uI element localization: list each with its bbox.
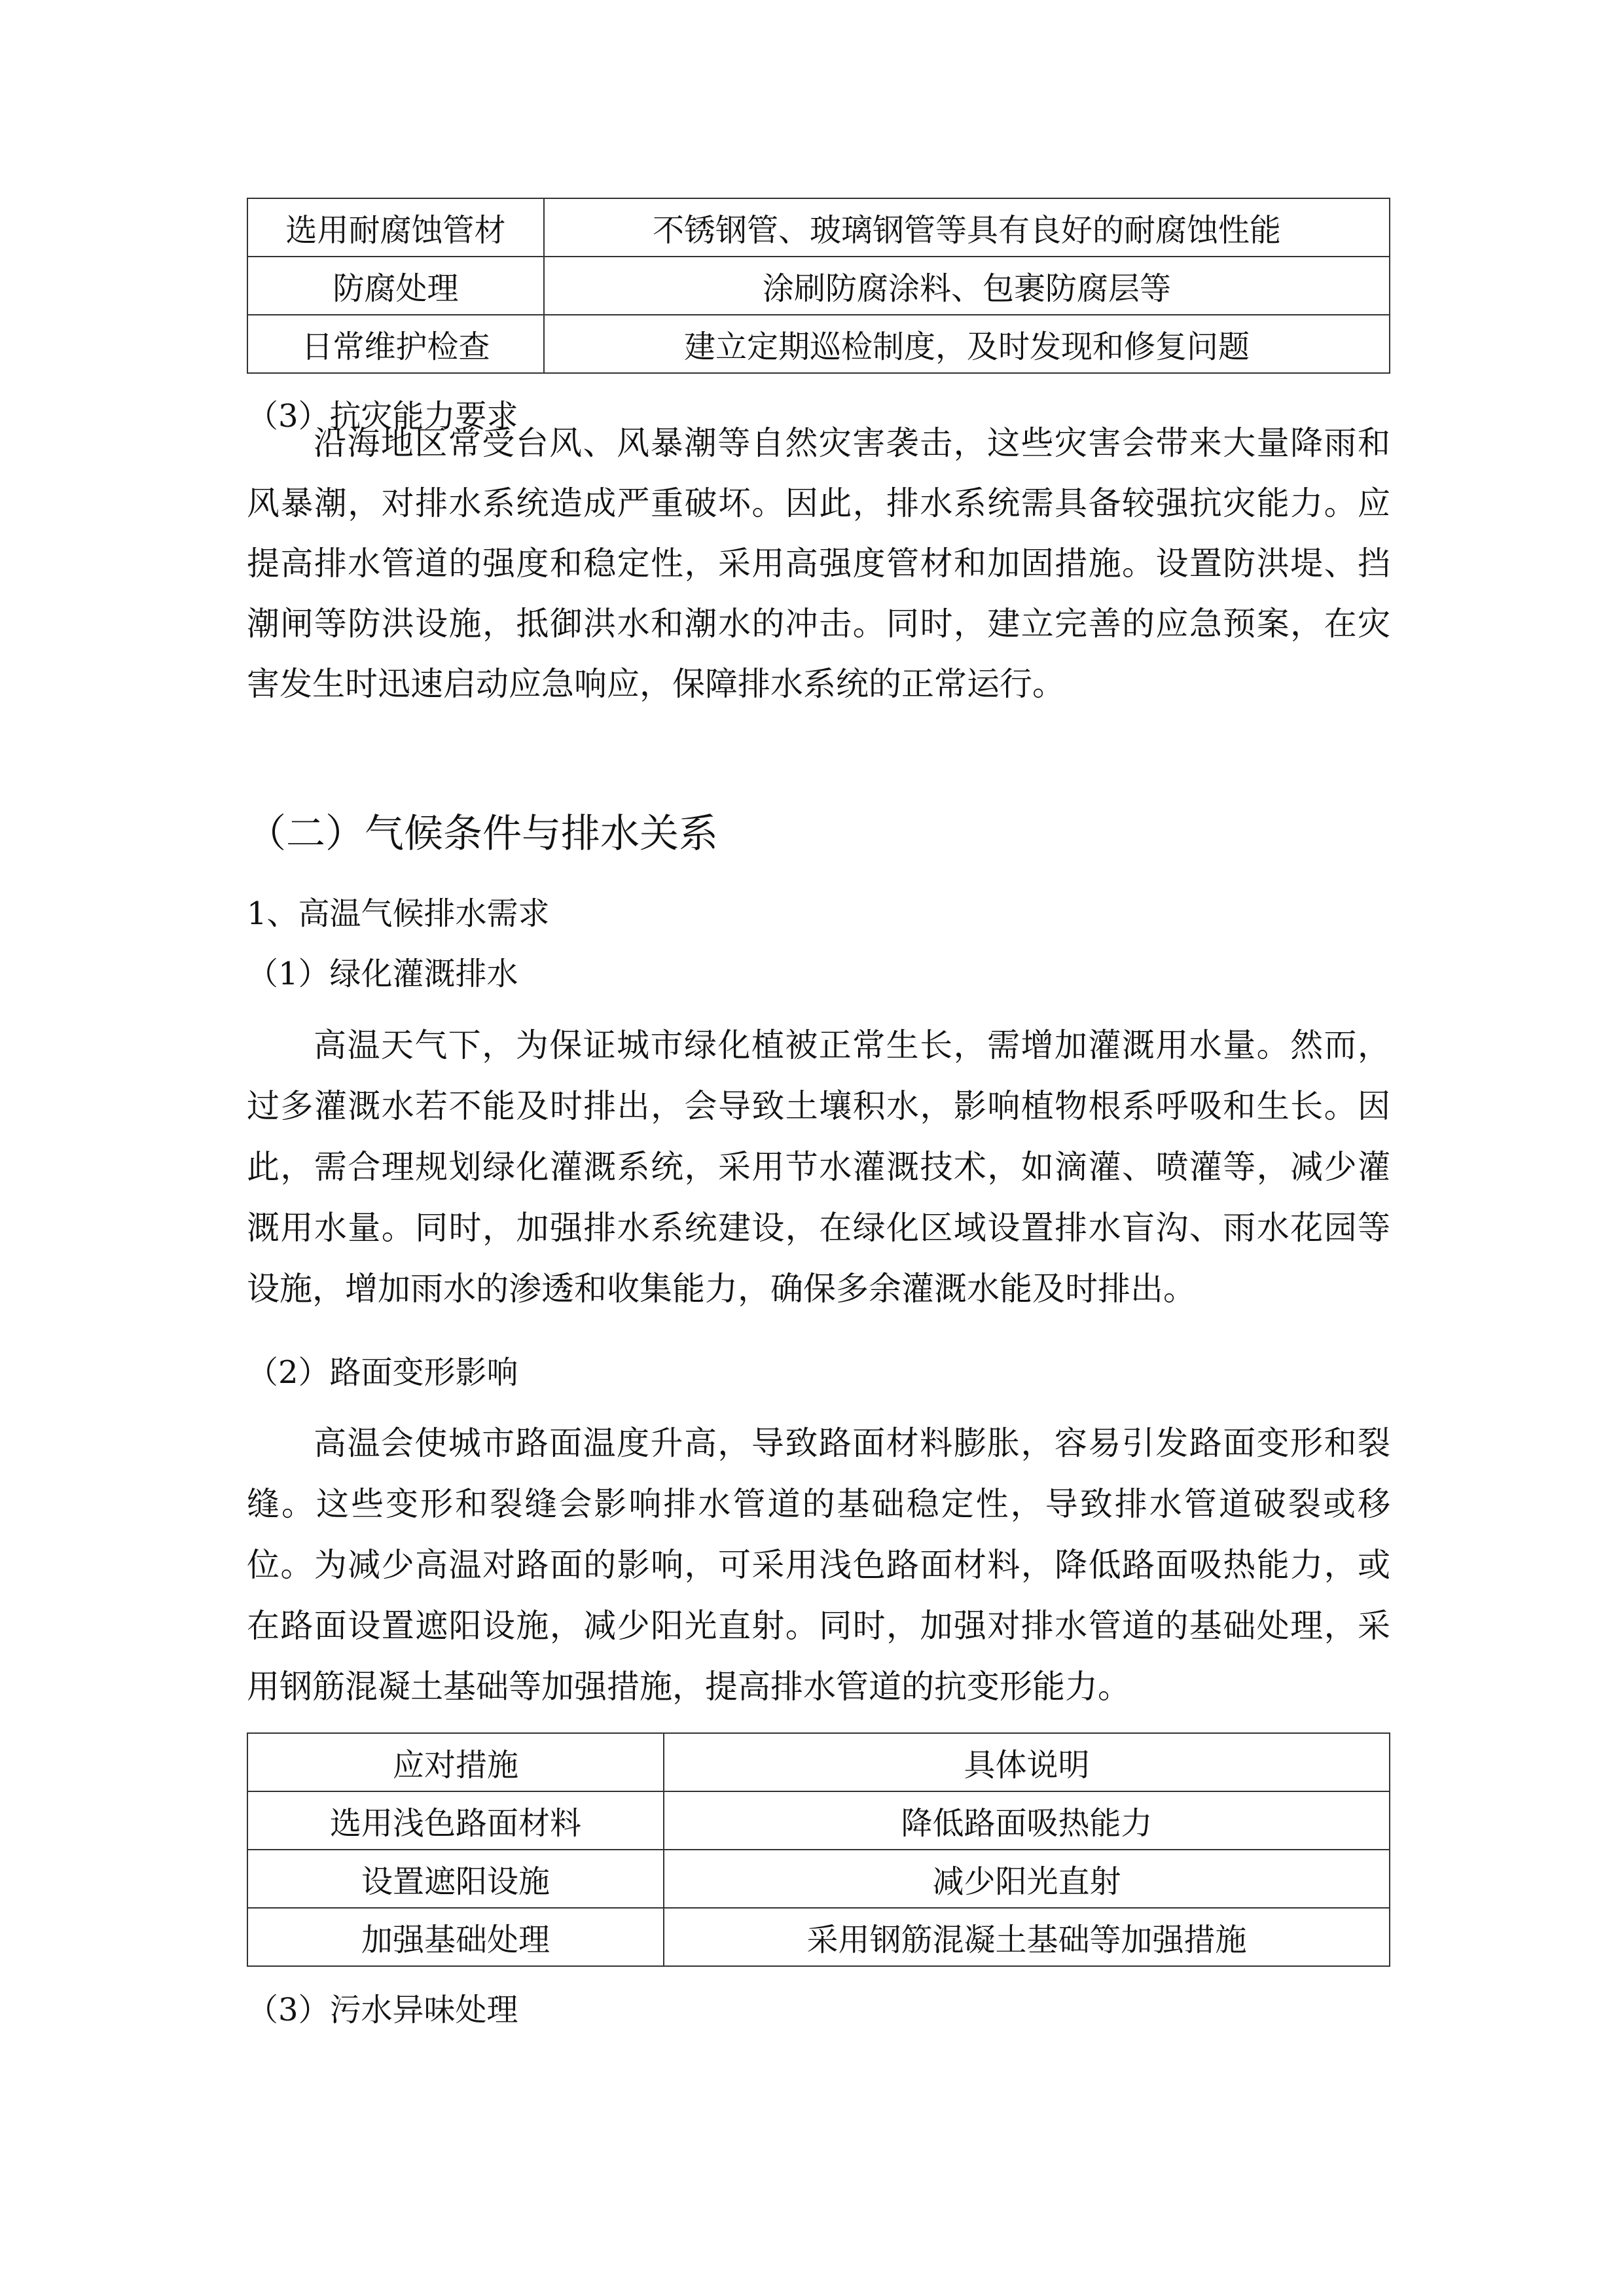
paragraph-line: 缝。这些变形和裂缝会影响排水管道的基础稳定性，导致排水管道破裂或移 <box>247 1485 1390 1523</box>
road-measures-table <box>247 1732 1390 1967</box>
paragraph-line: 在路面设置遮阳设施，减少阳光直射。同时，加强对排水管道的基础处理，采 <box>247 1607 1390 1645</box>
paragraph-line: 高温会使城市路面温度升高，导致路面材料膨胀，容易引发路面变形和裂 <box>314 1424 1390 1462</box>
subheading-disaster-resistance: （3）抗灾能力要求 <box>247 398 518 435</box>
table-cell: 采用钢筋混凝土基础等加强措施 <box>664 1908 1390 1966</box>
table-header-row <box>247 1733 1390 1791</box>
paragraph-line: 用钢筋混凝土基础等加强措施，提高排水管道的抗变形能力。 <box>247 1668 1130 1706</box>
subheading-irrigation: （1）绿化灌溉排水 <box>247 956 518 992</box>
table-cell: 选用耐腐蚀管材 <box>247 198 544 257</box>
paragraph-line: 溉用水量。同时，加强排水系统建设，在绿化区域设置排水盲沟、雨水花园等 <box>247 1209 1390 1247</box>
table-row <box>247 1850 1390 1908</box>
table-row <box>247 1908 1390 1966</box>
subheading-road-deformation: （2）路面变形影响 <box>247 1354 518 1391</box>
table-cell: 减少阳光直射 <box>664 1850 1390 1908</box>
table-header-cell: 具体说明 <box>664 1733 1390 1791</box>
subheading-sewage-odor: （3）污水异味处理 <box>247 1992 518 2028</box>
paragraph-line: 沿海地区常受台风、风暴潮等自然灾害袭击，这些灾害会带来大量降雨和 <box>314 424 1390 462</box>
paragraph-line: 害发生时迅速启动应急响应，保障排水系统的正常运行。 <box>247 665 1065 703</box>
table-cell: 不锈钢管、玻璃钢管等具有良好的耐腐蚀性能 <box>544 198 1390 257</box>
paragraph-line: 提高排水管道的强度和稳定性，采用高强度管材和加固措施。设置防洪堤、挡 <box>247 545 1390 583</box>
paragraph-line: 风暴潮，对排水系统造成严重破坏。因此，排水系统需具备较强抗灾能力。应 <box>247 484 1390 522</box>
corrosion-measures-table <box>247 198 1390 374</box>
table-row <box>247 1791 1390 1850</box>
table-cell: 降低路面吸热能力 <box>664 1791 1390 1850</box>
paragraph-line: 此，需合理规划绿化灌溉系统，采用节水灌溉技术，如滴灌、喷灌等，减少灌 <box>247 1148 1390 1186</box>
subsection-heading: 1、高温气候排水需求 <box>247 895 550 932</box>
table-cell: 涂刷防腐涂料、包裹防腐层等 <box>544 257 1390 315</box>
table-cell: 防腐处理 <box>247 257 544 315</box>
table-header-cell: 应对措施 <box>247 1733 664 1791</box>
paragraph-line: 潮闸等防洪设施，抵御洪水和潮水的冲击。同时，建立完善的应急预案，在灾 <box>247 605 1390 643</box>
table-cell: 日常维护检查 <box>247 315 544 373</box>
table-row <box>247 198 1390 257</box>
table-cell: 设置遮阳设施 <box>247 1850 664 1908</box>
table-cell: 建立定期巡检制度，及时发现和修复问题 <box>544 315 1390 373</box>
table-row <box>247 257 1390 315</box>
paragraph-line: 过多灌溉水若不能及时排出，会导致土壤积水，影响植物根系呼吸和生长。因 <box>247 1087 1390 1125</box>
paragraph-line: 设施，增加雨水的渗透和收集能力，确保多余灌溉水能及时排出。 <box>247 1270 1196 1308</box>
table-cell: 加强基础处理 <box>247 1908 664 1966</box>
table-row <box>247 315 1390 373</box>
paragraph-line: 位。为减少高温对路面的影响，可采用浅色路面材料，降低路面吸热能力，或 <box>247 1546 1390 1584</box>
section-heading: （二）气候条件与排水关系 <box>247 811 718 857</box>
paragraph-line: 高温天气下，为保证城市绿化植被正常生长，需增加灌溉用水量。然而， <box>314 1026 1390 1064</box>
table-cell: 选用浅色路面材料 <box>247 1791 664 1850</box>
